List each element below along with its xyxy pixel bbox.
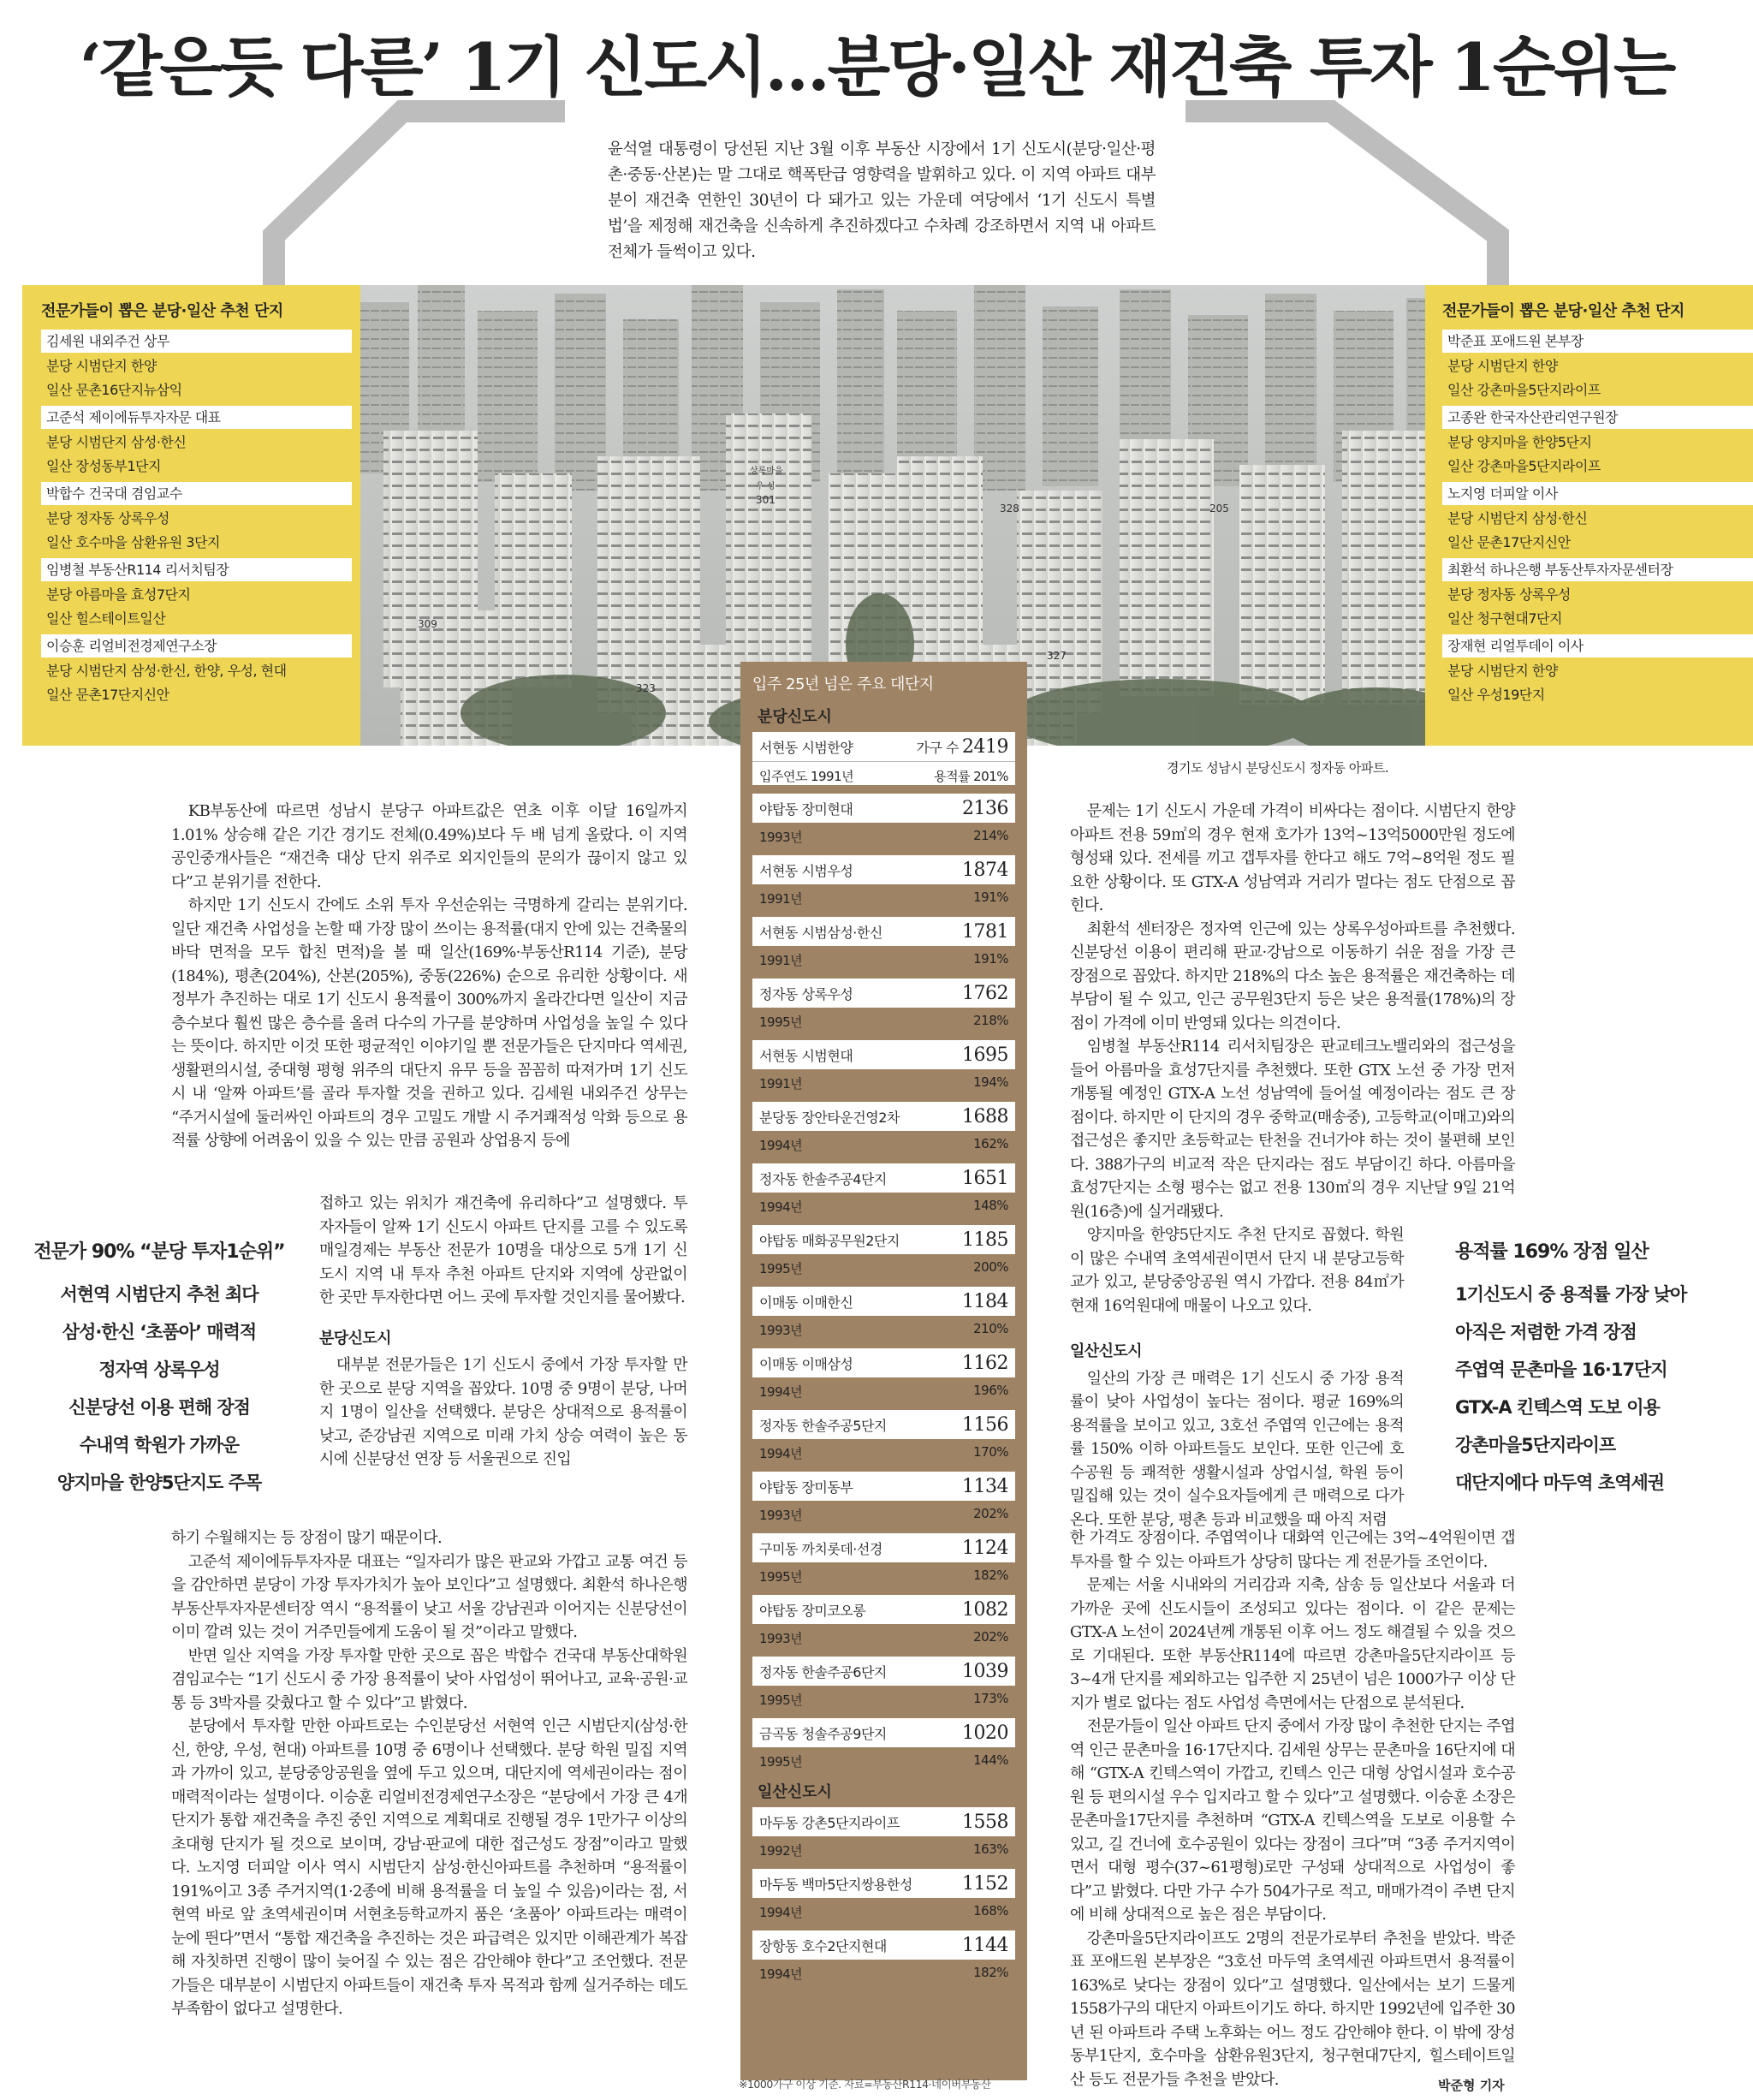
complex-name: 정자동 한솔주공6단지	[759, 1663, 887, 1681]
reco-complex: 일산 청구현대7단지	[1447, 610, 1562, 627]
move-in-year: 1991년	[810, 769, 854, 784]
pull-quote-line: 1기신도시 중 용적률 가장 낮아	[1455, 1284, 1687, 1305]
pull-quote-line: 아직은 저렴한 가격 장점	[1455, 1322, 1637, 1342]
paragraph: 하지만 1기 신도시 간에도 소위 투자 우선순위는 극명하게 갈리는 분위기다. 일단 재건축 사업성을 논할 때 가장 많이 쓰이는 용적률(대지 안에 있는 건축물의 바닥 면적을 모두 합친 면적)을 볼 때 일산(169%·부동산R114 기준), 분당(184%), 평촌(204%), 산본(205%), 중동(226%) 순으로 유리한 상황이다. 새 정부가 추진하는 대로 1기 신도시 용적률이 300%까지 올라간다면 일산이 지금 층수보다 훨씬 많은 층수를 올려 다수의 가구를 분양하며 사업성을 높일 수 있다는 뜻이다. 하지만 이것 또한 평균적인 이야기일 뿐 전문가들은 단지마다 역세권, 생활편의시설, 중대형 평형 위주의 대단지 유무 등을 꼼꼼히 따져가며 1기 신도시 내 ‘알짜 아파트’를 골라 투자할 것을 권하고 있다. 김세원 내외주건 상무는 “주거시설에 둘러싸인 아파트의 경우 고밀도 개발 시 주거쾌적성 악화 등으로 용적률 상향에 어려움이 있을 수 있는 만큼 공원과 상업용지 등에	[171, 896, 687, 1150]
move-in-year: 1991년	[759, 1076, 803, 1092]
reco-item	[41, 330, 352, 401]
body-column-right-bottom	[1070, 1526, 1515, 2091]
paragraph: 한 가격도 장점이다. 주엽역이나 대화역 인근에는 3억~4억원이면 갭투자를 할 수 있는 아파트가 상당히 많다는 게 전문가들 조언이다.	[1070, 1529, 1515, 1571]
move-in-year: 1995년	[759, 1261, 803, 1276]
household-count: 1020	[962, 1722, 1008, 1744]
household-count: 1144	[962, 1934, 1008, 1956]
complex-name: 야탑동 장미코오롱	[759, 1602, 866, 1619]
reco-box-right	[1425, 285, 1753, 746]
paragraph: 하기 수월해지는 등 장점이 많기 때문이다.	[171, 1529, 443, 1547]
move-in-year: 1992년	[759, 1843, 803, 1859]
pull-quote-line: GTX-A 킨텍스역 도보 이용	[1455, 1397, 1660, 1418]
reco-complex: 일산 호수마을 삼환유원 3단지	[46, 534, 220, 550]
reco-complex: 분당 시범단지 삼성·한신	[1447, 510, 1588, 526]
reco-item	[1442, 634, 1753, 705]
floor-area-ratio: 173%	[973, 1691, 1008, 1706]
table-row	[752, 1807, 1015, 1860]
move-in-year: 1995년	[759, 1754, 803, 1770]
household-count: 1874	[962, 859, 1008, 881]
move-in-year: 1994년	[759, 1384, 803, 1400]
floor-area-ratio: 182%	[973, 1965, 1008, 1980]
reco-expert: 임병철 부동산R114 리서치팀장	[41, 558, 352, 581]
reco-complex: 분당 시범단지 한양	[1447, 663, 1558, 679]
complex-name: 야탑동 매화공무원2단지	[759, 1232, 900, 1249]
table-row	[752, 1472, 1015, 1525]
reco-item	[1442, 558, 1753, 629]
table-row	[752, 1533, 1015, 1586]
reco-complex: 일산 장성동부1단지	[46, 458, 161, 474]
reco-complex: 분당 아름마을 효성7단지	[46, 586, 191, 603]
move-in-year: 1993년	[759, 1631, 803, 1646]
table-row	[752, 1225, 1015, 1278]
household-count: 1124	[962, 1537, 1008, 1559]
building-number-327: 327	[1047, 650, 1067, 662]
pull-quote-line: 수내역 학원가 가까운	[79, 1435, 240, 1455]
floor-area-ratio: 163%	[973, 1841, 1008, 1857]
floor-area-ratio: 196%	[973, 1383, 1008, 1398]
pull-quote-line: 서현역 시범단지 추천 최다	[60, 1284, 258, 1305]
reco-title: 전문가들이 뽑은 분당·일산 추천 단지	[41, 302, 283, 320]
complex-name: 야탑동 장미현대	[759, 800, 853, 818]
reco-box-left	[22, 285, 360, 746]
pull-quote-head: 용적률 169% 장점 일산	[1455, 1241, 1649, 1263]
pull-quote-line: 양지마을 한양5단지도 주목	[56, 1472, 262, 1493]
complex-name: 구미동 까치롯데·선경	[759, 1540, 882, 1557]
table-row	[752, 1287, 1015, 1340]
household-count: 1688	[962, 1105, 1008, 1127]
reco-complex: 일산 강촌마을5단지라이프	[1447, 458, 1601, 474]
byline: 박준형 기자	[1438, 2078, 1505, 2093]
table-row	[752, 794, 1015, 847]
table-row	[752, 1348, 1015, 1401]
reco-expert: 김세원 내외주건 상무	[41, 330, 352, 353]
headline: ‘같은듯 다른’ 1기 신도시…분당·일산 재건축 투자 1순위는	[79, 29, 1674, 105]
paragraph: 최환석 센터장은 정자역 인근에 있는 상록우성아파트를 추천했다. 신분당선 이용이 편리해 판교·강남으로 이동하기 쉬운 점을 가장 큰 장점으로 꼽았다. 하지만 218%의 다소 높은 용적률은 재건축하는 데 부담이 될 수 있고, 인근 공무원3단지 등은 낮은 용적률(178%)의 장점이 가격에 이미 반영돼 있다는 의견이다.	[1070, 919, 1515, 1032]
floor-area-ratio: 202%	[973, 1629, 1008, 1645]
reco-expert: 고종완 한국자산관리연구원장	[1442, 406, 1753, 429]
building-number-301: 301	[756, 494, 775, 506]
floor-area-ratio: 202%	[973, 1506, 1008, 1521]
complex-name: 서현동 시범현대	[759, 1047, 853, 1064]
household-count: 2419	[962, 735, 1008, 758]
household-count: 1039	[962, 1660, 1008, 1682]
complex-name: 마두동 백마5단지쌍용한성	[759, 1876, 912, 1893]
table-row	[752, 855, 1015, 908]
subheading-bundang: 분당신도시	[319, 1329, 391, 1347]
body-column-right-top	[1070, 800, 1515, 1318]
reco-complex: 분당 시범단지 삼성·한신, 한양, 우성, 현대	[46, 663, 287, 679]
pull-quote-head: 전문가 90% “분당 투자1순위”	[33, 1241, 285, 1263]
table-body	[752, 705, 1015, 1984]
reco-item	[1442, 330, 1753, 401]
table-row	[752, 1869, 1015, 1922]
reco-expert: 박합수 건국대 겸임교수	[41, 482, 352, 505]
complex-name: 이매동 이매삼성	[759, 1355, 853, 1372]
paragraph: 강촌마을5단지라이프도 2명의 전문가로부터 추천을 받았다. 박준표 포애드원 본부장은 “3호선 마두역 초역세권 아파트면서 용적률이 163%로 낮다는 장점이 있다”고 설명했다. 일산에서는 보기 드물게 1558가구의 대단지 아파트이기도 하다. 하지만 1992년에 입주한 30년 된 아파트라 주택 노후화는 어느 정도 감안해야 한다. 이 밖에 장성동부1단지, 호수마을 삼환유원3단지, 청구현대7단지, 힐스테이트일산 등도 전문가들 추천을 받았다.	[1070, 1929, 1515, 2089]
body-column-left-bottom	[171, 1526, 687, 2021]
move-in-year: 1991년	[759, 953, 803, 968]
floor-area-ratio: 218%	[973, 1013, 1008, 1028]
paragraph: 접하고 있는 위치가 재건축에 유리하다”고 설명했다. 투자자들이 알짜 1기 신도시 아파트 단지를 고를 수 있도록 매일경제는 부동산 전문가 10명을 대상으로 5개 1기 신도시 지역 내 투자 추천 아파트 단지와 지역에 상관없이 한 곳만 투자한다면 어느 곳에 투자할 것인지를 물어봤다.	[319, 1194, 687, 1306]
floor-area-ratio: 170%	[973, 1444, 1008, 1460]
move-in-year: 1994년	[759, 1446, 803, 1461]
floor-area-ratio: 168%	[973, 1903, 1008, 1919]
floor-area-ratio: 210%	[973, 1321, 1008, 1336]
complex-name: 정자동 한솔주공4단지	[759, 1170, 887, 1187]
floor-area-ratio: 148%	[973, 1198, 1008, 1213]
move-in-year: 1993년	[759, 830, 803, 845]
household-count: 1651	[962, 1167, 1008, 1189]
complex-name: 금곡동 청솔주공9단지	[759, 1725, 887, 1742]
complex-name: 정자동 상록우성	[759, 985, 853, 1002]
body-column-left-mid	[319, 1192, 687, 1472]
household-count: 1134	[962, 1475, 1008, 1497]
household-count: 1762	[962, 982, 1008, 1004]
move-in-year: 1993년	[759, 1508, 803, 1523]
paragraph: 일산의 가장 큰 매력은 1기 신도시 중 가장 용적률이 낮아 사업성이 높다는 점이다. 평균 169%의 용적률을 보이고 있고, 3호선 주엽역 인근에는 용적률 150% 이하 아파트들도 보인다. 또한 인근에 호수공원 등 쾌적한 생활시설과 상업시설, 학원 등이 밀집해 있는 것이 실수요자들에게 큰 매력으로 다가온다. 또한 분당, 평촌 등과 비교했을 때 아직 저렴	[1070, 1369, 1404, 1529]
move-in-year: 1995년	[759, 1569, 803, 1585]
table-title: 입주 25년 넘은 주요 대단지	[752, 675, 934, 693]
floor-area-ratio: 201%	[973, 769, 1008, 784]
photo-caption: 경기도 성남시 분당신도시 정자동 아파트.	[1167, 760, 1389, 776]
paragraph: 고준석 제이에듀투자자문 대표는 “일자리가 많은 판교와 가깝고 교통 여건 등을 감안하면 분당이 가장 투자가치가 높아 보인다”고 설명했다. 최환석 하나은행 부동산투자자문센터장 역시 “용적률이 낮고 서울 강남권과 이어지는 신분당선이 이미 깔려 있는 것이 거주민들에게 도움이 될 것”이라고 말했다.	[171, 1552, 687, 1641]
paragraph: 대부분 전문가들은 1기 신도시 중에서 가장 투자할 만한 곳으로 분당 지역을 꼽았다. 10명 중 9명이 분당, 나머지 1명이 일산을 선택했다. 분당은 상대적으로 용적률이 낮고, 준강남권 지역으로 미래 가치 상승 여력이 높은 동시에 신분당선 연장 등 서울권으로 진입	[319, 1356, 687, 1468]
complex-name: 정자동 한솔주공5단지	[759, 1417, 887, 1434]
complex-name: 분당동 장안타운건영2차	[759, 1109, 900, 1126]
move-in-year: 1995년	[759, 1692, 803, 1708]
building-number-328: 328	[1000, 503, 1019, 515]
complex-name: 마두동 강촌5단지라이프	[759, 1814, 900, 1831]
lead-paragraph: 윤석열 대통령이 당선된 지난 3월 이후 부동산 시장에서 1기 신도시(분당·일산·평촌·중동·산본)는 말 그대로 핵폭탄급 영향력을 발휘하고 있다. 이 지역 아파트 대부분이 재건축 연한인 30년이 다 돼가고 있는 가운데 여당에서 ‘1기 신도시 특별법’을 제정해 재건축을 신속하게 추진하겠다고 수차례 강조하면서 지역 내 아파트 전체가 들썩이고 있다.	[608, 140, 1156, 261]
paragraph: 전문가들이 일산 아파트 단지 중에서 가장 많이 추천한 단지는 주엽역 인근 문촌마을 16·17단지다. 김세원 상무는 문촌마을 16단지에 대해 “GTX-A 킨텍스역이 가깝고, 킨텍스 인근 대형 상업시설과 호수공원 등 편의시설 우수 입지라고 할 수 있다”고 설명했다. 이승훈 소장은 문촌마을17단지를 추천하며 “GTX-A 킨텍스역을 도보로 이용할 수 있고, 길 건너에 호수공원이 있다는 장점이 크다”며 “3종 주거지역이면서 대형 평수(37~61평형)로만 구성돼 상대적으로 사업성이 좋다”고 밝혔다. 다만 가구 수가 504가구로 적고, 매매가격이 주변 단지에 비해 상대적으로 높은 점은 부담이다.	[1070, 1717, 1515, 1924]
reco-expert: 이승훈 리얼비전경제연구소장	[41, 634, 352, 657]
reco-expert: 노지영 더피알 이사	[1442, 482, 1753, 505]
reco-expert: 박준표 포애드원 본부장	[1442, 330, 1753, 353]
paragraph: 반면 일산 지역을 가장 투자할 만한 곳으로 꼽은 박합수 건국대 부동산대학원 겸임교수는 “1기 신도시 중 가장 용적률이 낮아 사업성이 뛰어나고, 교육·공원·교통 등 3박자를 갖췄다고 할 수 있다”고 밝혔다.	[171, 1646, 687, 1712]
building-number-205: 205	[1209, 503, 1229, 515]
ratio-label: 용적률	[934, 769, 971, 784]
reco-item	[41, 634, 352, 705]
floor-area-ratio: 182%	[973, 1568, 1008, 1583]
reco-complex: 일산 문촌16단지뉴삼익	[46, 382, 182, 398]
paragraph: 양지마을 한양5단지도 추천 단지로 꼽혔다. 학원이 많은 수내역 초역세권이면서 단지 내 분당고등학교가 있고, 분당중앙공원 역시 가깝다. 전용 84㎡가 현재 16억원대에 매물이 나오고 있다.	[1070, 1226, 1404, 1315]
paragraph: 문제는 서울 시내와의 거리감과 지축, 삼송 등 일산보다 서울과 더 가까운 곳에 신도시들이 조성되고 있다는 점이다. 이 같은 문제는 GTX-A 노선이 2024년께 개통된 이후 어느 정도 해결될 수 있을 것으로 기대된다. 또한 부동산R114에 따르면 강촌마을5단지라이프 등 3~4개 단지를 제외하고는 입주한 지 25년이 넘은 1000가구 이상 단지가 별로 없다는 점도 사업성 측면에서는 단점으로 분석된다.	[1070, 1576, 1515, 1712]
table-row	[752, 1595, 1015, 1648]
household-count: 1558	[962, 1811, 1008, 1833]
table-row	[752, 1410, 1015, 1463]
reco-complex: 분당 시범단지 한양	[1447, 358, 1558, 374]
reco-complex: 분당 양지마을 한양5단지	[1447, 434, 1592, 450]
reco-item	[1442, 406, 1753, 477]
reco-expert: 장재현 리얼투데이 이사	[1442, 634, 1753, 657]
pull-quote-line: 대단지에다 마두역 초역세권	[1455, 1472, 1665, 1493]
reco-complex: 일산 힐스테이트일산	[46, 610, 166, 627]
table-row	[752, 1718, 1015, 1771]
move-in-year: 1994년	[759, 1966, 803, 1982]
table-row	[752, 1163, 1015, 1217]
reco-complex: 일산 문촌17단지신안	[1447, 534, 1571, 550]
complex-name: 야탑동 장미동부	[759, 1478, 853, 1496]
paragraph: 분당에서 투자할 만한 아파트로는 수인분당선 서현역 인근 시범단지(삼성·한신, 한양, 우성, 현대) 아파트를 10명 중 6명이나 선택했다. 분당 학원 밀집 지역과 가까이 있고, 분당중앙공원을 옆에 두고 있으며, 대단지에 역세권이라는 점이 매력적이라는 설명이다. 이승훈 리얼비전경제연구소장은 “분당에서 가장 큰 4개 단지가 통합 재건축을 추진 중인 지역으로 계획대로 진행될 경우 1만가구 이상의 초대형 단지가 될 것으로 보이며, 강남·판교에 대한 접근성도 장점”이라고 말했다. 노지영 더피알 이사 역시 시범단지 삼성·한신아파트를 추천하며 “용적률이 191%이고 3종 주거지역(1·2종에 비해 용적률을 더 높일 수 있음)이라는 점, 서현역 바로 앞 초역세권이며 서현초등학교까지 품은 ‘초품아’ 아파트라는 매력이 눈에 띈다”면서 “통합 재건축을 추진하는 것은 파급력은 있지만 이해관계가 복잡해 자칫하면 진행이 많이 늦어질 수 있는 점은 감안해야 한다”고 조언했다. 전문가들은 대부분이 시범단지 아파트들이 재건축 투자 목적과 함께 실거주하는 데도 부족함이 없다고 설명한다.	[171, 1717, 687, 2018]
table-row	[752, 1930, 1015, 1984]
floor-area-ratio: 162%	[973, 1136, 1008, 1151]
sign-text-2: 우 성	[756, 482, 775, 491]
complex-name: 서현동 시범우성	[759, 862, 853, 879]
reco-complex: 분당 정자동 상록우성	[1447, 586, 1571, 603]
move-in-year: 1994년	[759, 1199, 803, 1215]
reco-complex: 일산 우성19단지	[1447, 687, 1545, 703]
body-column-right-mid	[1070, 1323, 1404, 1532]
table-region-title: 일산신도시	[758, 1783, 832, 1801]
floor-area-ratio: 214%	[973, 828, 1008, 843]
reco-complex: 분당 시범단지 한양	[46, 358, 157, 374]
reco-item	[41, 406, 352, 477]
move-in-year: 1993년	[759, 1323, 803, 1338]
household-count: 1152	[962, 1872, 1008, 1895]
table-row	[752, 1102, 1015, 1155]
table-row	[752, 917, 1015, 970]
complex-name: 서현동 시범삼성·한신	[759, 924, 882, 941]
floor-area-ratio: 194%	[973, 1074, 1008, 1090]
sign-text-1: 상록마을	[750, 467, 783, 476]
reco-item	[1442, 482, 1753, 553]
body-column-left-top	[171, 800, 687, 1153]
move-in-year: 1994년	[759, 1138, 803, 1153]
household-count: 1156	[962, 1413, 1008, 1436]
pull-quote-left	[22, 1237, 296, 1502]
building-number-323: 323	[636, 682, 656, 694]
move-in-year: 1995년	[759, 1014, 803, 1030]
paragraph: 문제는 1기 신도시 가운데 가격이 비싸다는 점이다. 시범단지 한양아파트 전용 59㎡의 경우 현재 호가가 13억~13억5000만원 정도에 형성돼 있다. 전세를 끼고 갭투자를 한다고 해도 7억~8억원 정도 필요한 상황이다. 또 GTX-A 성남역과 거리가 멀다는 점도 단점으로 꼽힌다.	[1070, 802, 1515, 914]
reco-complex: 분당 정자동 상록우성	[46, 510, 169, 526]
table-row	[752, 979, 1015, 1032]
table-row	[752, 732, 1015, 785]
table-row	[752, 1040, 1015, 1093]
complex-name: 이매동 이매한신	[759, 1294, 853, 1311]
floor-area-ratio: 191%	[973, 889, 1008, 905]
floor-area-ratio: 191%	[973, 951, 1008, 967]
reco-item	[41, 558, 352, 629]
units-label: 가구 수	[916, 739, 959, 756]
household-count: 1781	[962, 920, 1008, 943]
pull-quote-line: 정자역 상록우성	[98, 1359, 220, 1380]
reco-expert: 고준석 제이에듀투자자문 대표	[41, 406, 352, 429]
paragraph: KB부동산에 따르면 성남시 분당구 아파트값은 연초 이후 이달 16일까지 1.01% 상승해 같은 기간 경기도 전체(0.49%)보다 두 배 넘게 올랐다. 이 지역 공인중개사들은 “재건축 대상 단지 위주로 외지인들의 문의가 끊이지 않고 있다”고 분위기를 전한다.	[171, 802, 687, 891]
reco-complex: 분당 시범단지 삼성·한신	[46, 434, 187, 450]
pull-quote-line: 신분당선 이용 편해 장점	[68, 1397, 250, 1418]
reco-complex: 일산 문촌17단지신안	[46, 687, 169, 703]
reco-complex: 일산 강촌마을5단지라이프	[1447, 382, 1601, 398]
subheading-ilsan: 일산신도시	[1070, 1342, 1142, 1360]
household-count: 1162	[962, 1352, 1008, 1374]
complex-name: 서현동 시범한양	[759, 739, 853, 756]
reco-expert: 최환석 하나은행 부동산투자자문센터장	[1442, 558, 1753, 581]
complex-table	[740, 662, 1027, 2080]
table-footnote: ※1000가구 이상 기준. 자료=부동산R114·네이버부동산	[739, 2078, 991, 2091]
table-row	[752, 1657, 1015, 1710]
household-count: 1185	[962, 1228, 1008, 1251]
table-region-title: 분당신도시	[758, 708, 832, 726]
household-count: 1082	[962, 1598, 1008, 1621]
complex-name: 장항동 호수2단지현대	[759, 1937, 887, 1954]
floor-area-ratio: 144%	[973, 1752, 1008, 1768]
household-count: 1184	[962, 1290, 1008, 1312]
reco-item	[41, 482, 352, 553]
move-in-year: 1994년	[759, 1905, 803, 1920]
move-in-year: 1991년	[759, 891, 803, 907]
pull-quote-line: 강촌마을5단지라이프	[1455, 1435, 1616, 1455]
household-count: 1695	[962, 1044, 1008, 1066]
household-count: 2136	[962, 797, 1008, 819]
paragraph: 임병철 부동산R114 리서치팀장은 판교테크노밸리와의 접근성을 들어 아름마을 효성7단지를 추천했다. 또한 GTX 노선 중 가장 먼저 개통될 예정인 GTX-A 노선 성남역에 들어설 예정이라는 점도 큰 장점이다. 하지만 이 단지의 경우 중학교(매송중), 고등학교(이매고)와의 접근성은 좋지만 초등학교는 탄천을 건너가야 하는 것이 불편해 보인다. 388가구의 비교적 작은 단지라는 점도 부담이긴 하다. 아름마을 효성7단지는 소형 평수는 없고 전용 130㎡의 경우 지난달 9일 21억원(16층)에 실거래됐다.	[1070, 1038, 1515, 1221]
building-number-309: 309	[418, 618, 437, 630]
pull-quote-right	[1455, 1237, 1738, 1502]
pull-quote-line: 주엽역 문촌마을 16·17단지	[1455, 1359, 1667, 1380]
reco-title: 전문가들이 뽑은 분당·일산 추천 단지	[1442, 302, 1685, 320]
year-label: 입주연도	[759, 769, 807, 784]
pull-quote-line: 삼성·한신 ‘초품아’ 매력적	[62, 1322, 257, 1342]
floor-area-ratio: 200%	[973, 1259, 1008, 1275]
